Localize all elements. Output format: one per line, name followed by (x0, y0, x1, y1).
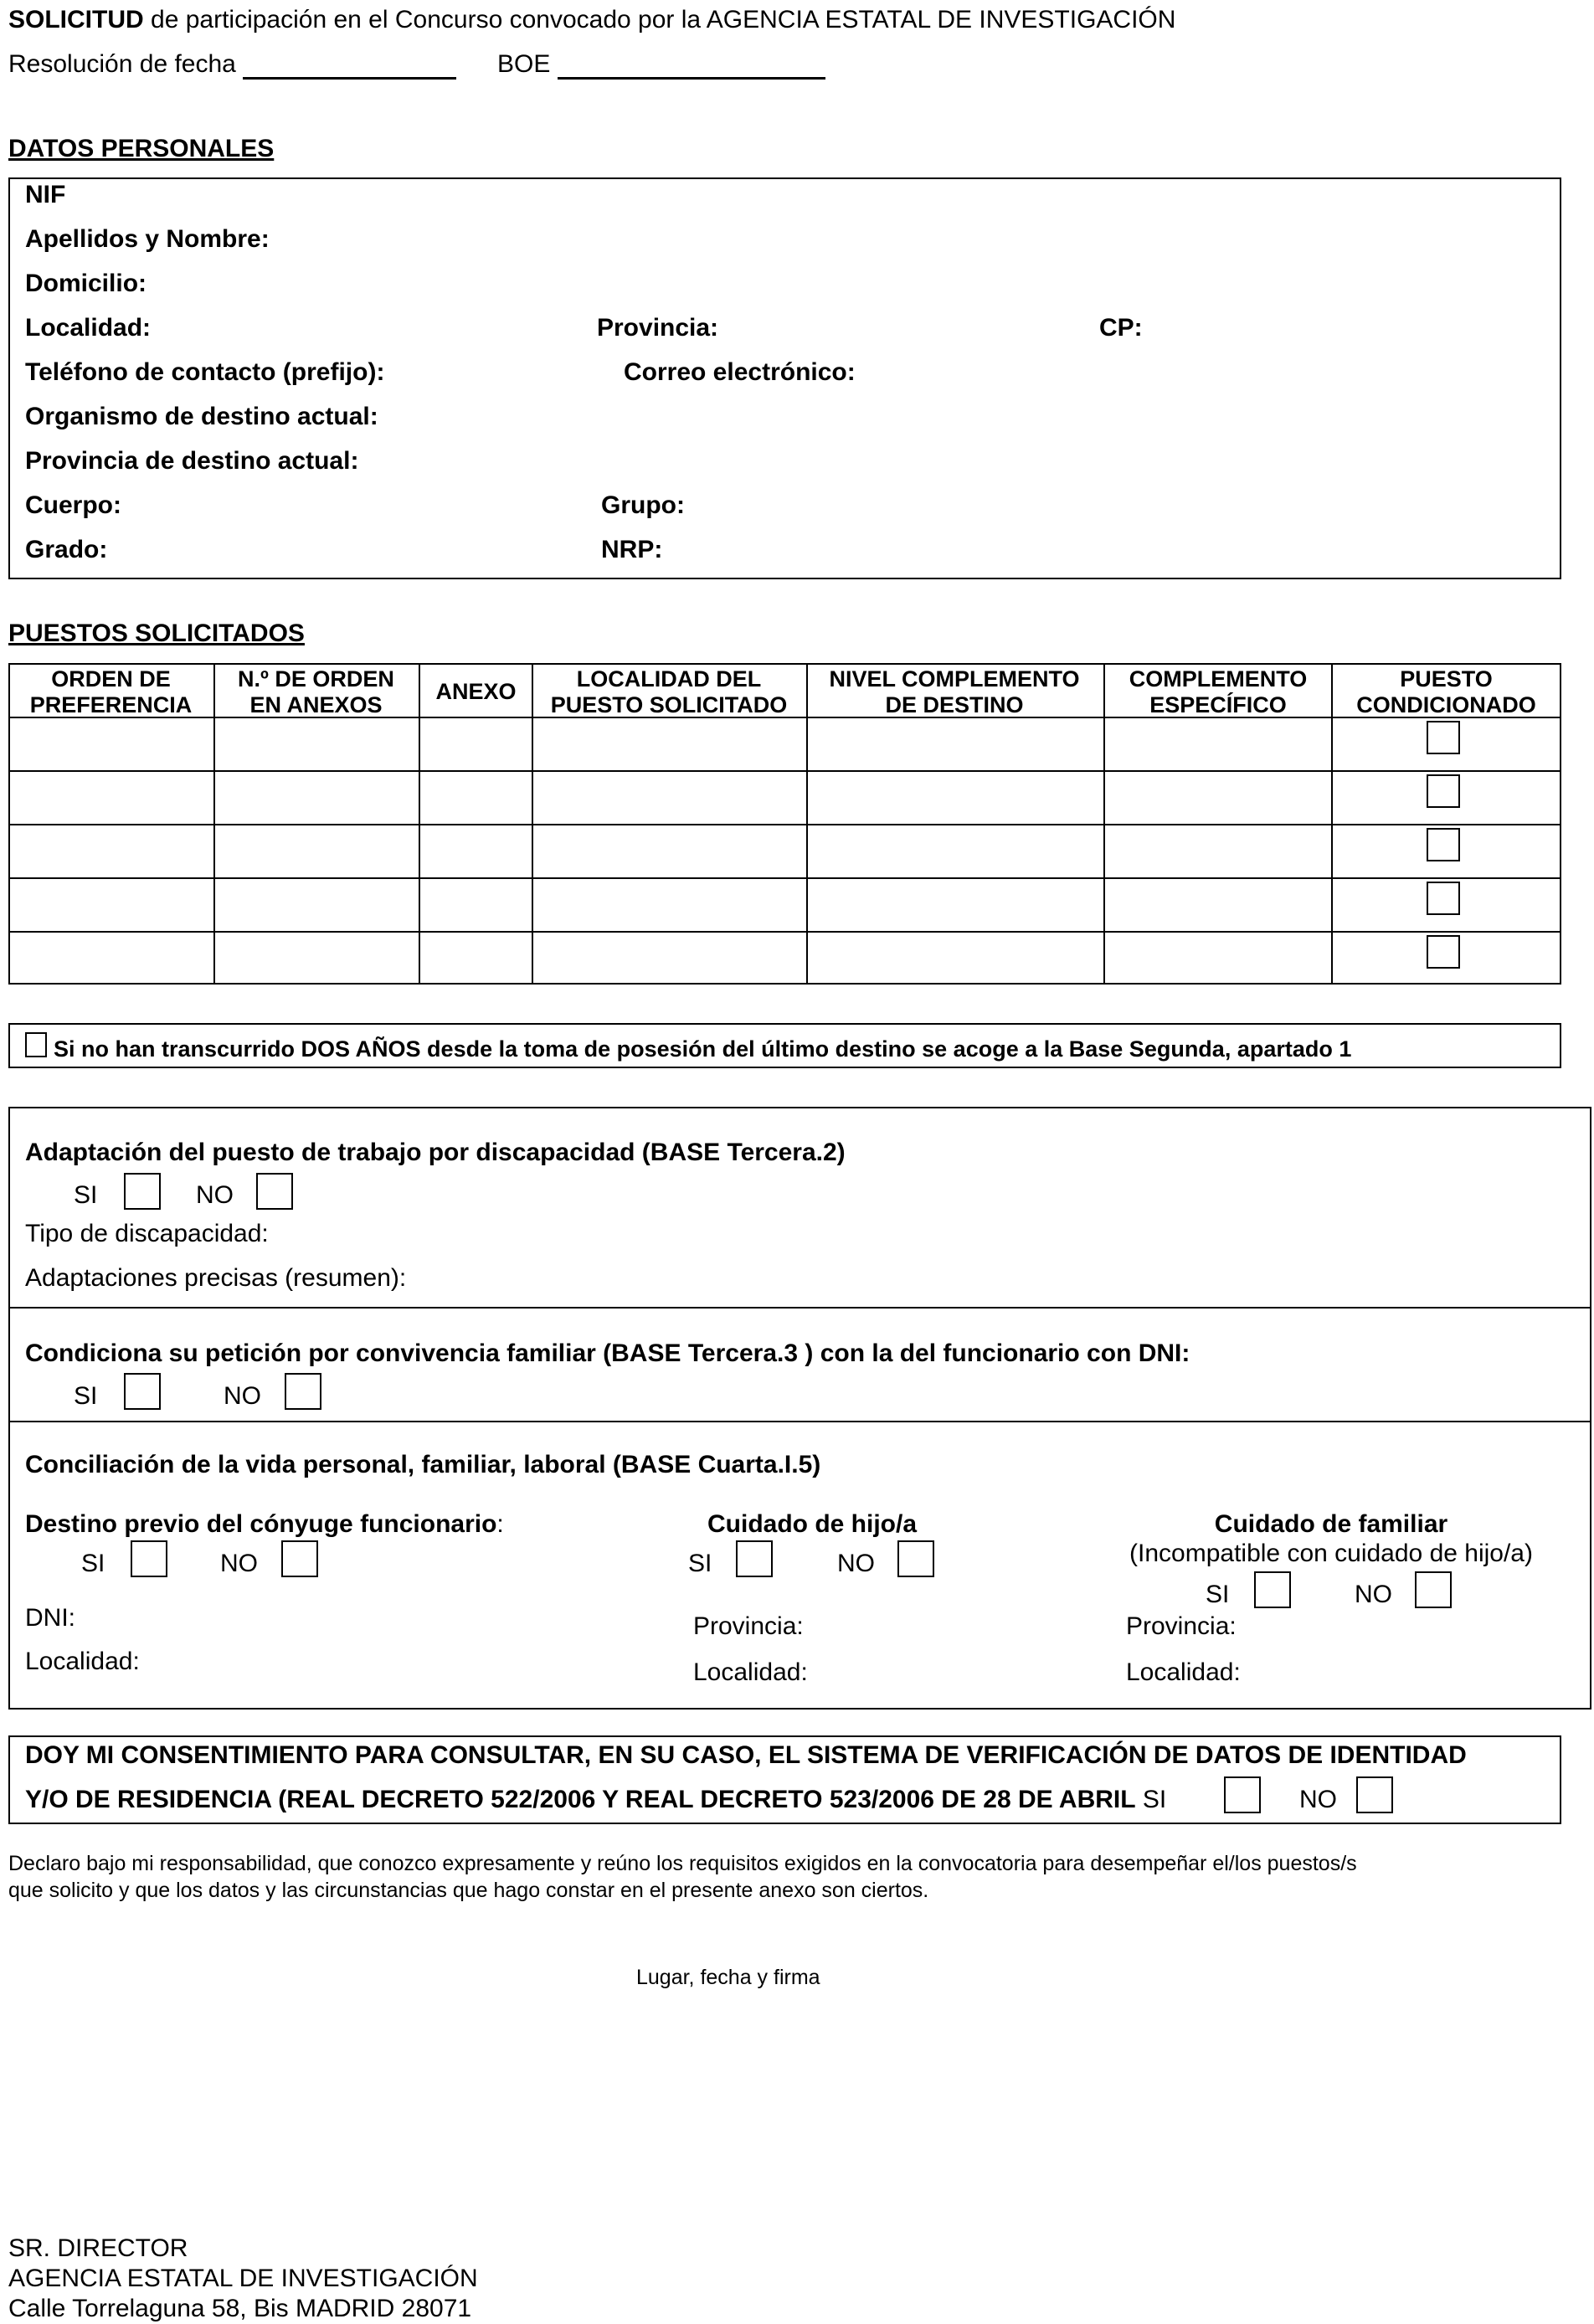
provincia-label: Provincia: (597, 314, 719, 342)
hijo-si-checkbox[interactable] (736, 1540, 773, 1577)
puesto-condicionado-checkbox[interactable] (1427, 774, 1460, 808)
familiar-no-label: NO (1355, 1581, 1392, 1608)
discapacidad-si-label: SI (74, 1181, 98, 1209)
puesto-condicionado-checkbox[interactable] (1427, 935, 1460, 969)
consentimiento-si-label: SI (1142, 1786, 1167, 1813)
column-header-condicionado: PUESTO CONDICIONADO (1356, 666, 1536, 717)
solicitud-text: de participación en el Concurso convocado por la AGENCIA ESTATAL DE INVESTIGACIÓN (143, 6, 1176, 33)
familiar-si-checkbox[interactable] (1254, 1571, 1291, 1608)
discapacidad-title: Adaptación del puesto de trabajo por discapacidad (BASE Tercera.2) (25, 1139, 846, 1166)
grupo-label: Grupo: (601, 491, 685, 519)
conyuge-si-checkbox[interactable] (131, 1540, 167, 1577)
nrp-label: NRP: (601, 536, 663, 563)
familiar-title: Cuidado de familiar (1214, 1510, 1448, 1538)
table-row-divider (8, 770, 1561, 772)
conyuge-title-line (25, 1512, 504, 1537)
column-header-orden: ORDEN DE PREFERENCIA (29, 666, 193, 717)
table-row-divider (8, 931, 1561, 933)
consentimiento-no-label: NO (1299, 1786, 1337, 1813)
conyuge-si-label: SI (81, 1550, 105, 1577)
discapacidad-no-checkbox[interactable] (256, 1173, 293, 1210)
declaracion-line1: Declaro bajo mi responsabilidad, que conozco expresamente y reúno los requisitos exigidos en la convocatoria para desempeñar el/los puestos/s (8, 1852, 1357, 1875)
column-header-localidad: LOCALIDAD DEL PUESTO SOLICITADO (550, 666, 788, 717)
convivencia-si-label: SI (74, 1382, 98, 1410)
convivencia-no-label: NO (224, 1382, 261, 1410)
telefono-label: Teléfono de contacto (prefijo): (25, 358, 385, 386)
datos-personales-title: DATOS PERSONALES (8, 135, 275, 162)
resolucion-label: Resolución de fecha (8, 50, 236, 78)
consentimiento-no-checkbox[interactable] (1356, 1776, 1393, 1813)
apellidos-label: Apellidos y Nombre: (25, 225, 270, 253)
hijo-si-label: SI (688, 1550, 712, 1577)
hijo-localidad-label: Localidad: (693, 1658, 808, 1686)
domicilio-label: Domicilio: (25, 270, 147, 297)
destinatario-line2: AGENCIA ESTATAL DE INVESTIGACIÓN (8, 2265, 478, 2292)
table-col-divider (419, 663, 420, 985)
discapacidad-no-label: NO (196, 1181, 234, 1209)
table-col-divider (1103, 663, 1105, 985)
familiar-provincia-label: Provincia: (1126, 1612, 1237, 1640)
hijo-no-label: NO (837, 1550, 875, 1577)
puesto-condicionado-checkbox[interactable] (1427, 828, 1460, 861)
solicitud-label: SOLICITUD (8, 6, 144, 33)
cp-label: CP: (1099, 314, 1143, 342)
resolucion-line (8, 52, 456, 80)
provincia-destino-label: Provincia de destino actual: (25, 447, 359, 475)
puestos-title: PUESTOS SOLICITADOS (8, 620, 305, 647)
conyuge-localidad-label: Localidad: (25, 1648, 140, 1675)
hijo-provincia-label: Provincia: (693, 1612, 804, 1640)
familiar-subtitle: (Incompatible con cuidado de hijo/a) (1129, 1540, 1533, 1567)
column-header-anexo: ANEXO (435, 679, 517, 704)
column-header-nivel: NIVEL COMPLEMENTO DE DESTINO (829, 666, 1080, 717)
boe-line (497, 52, 825, 80)
conciliacion-title: Conciliación de la vida personal, familiar, laboral (BASE Cuarta.I.5) (25, 1451, 821, 1478)
nif-label: NIF (25, 181, 66, 208)
hijo-title: Cuidado de hijo/a (707, 1510, 918, 1538)
conyuge-no-label: NO (220, 1550, 258, 1577)
column-header-numero-orden: N.º DE ORDEN EN ANEXOS (238, 666, 394, 717)
hijo-no-checkbox[interactable] (897, 1540, 934, 1577)
table-row-divider (8, 877, 1561, 879)
organismo-label: Organismo de destino actual: (25, 403, 378, 430)
consentimiento-line2-text: Y/O DE RESIDENCIA (REAL DECRETO 522/2006 Y REAL DECRETO 523/2006 DE 28 DE ABRIL (25, 1786, 1136, 1813)
convivencia-si-checkbox[interactable] (124, 1373, 161, 1410)
table-col-divider (213, 663, 215, 985)
column-header-complemento: COMPLEMENTO ESPECÍFICO (1129, 666, 1308, 717)
familiar-no-checkbox[interactable] (1415, 1571, 1452, 1608)
localidad-label: Localidad: (25, 314, 152, 342)
table-col-divider (1331, 663, 1333, 985)
table-row-divider (8, 824, 1561, 825)
convivencia-title: Condiciona su petición por convivencia familiar (BASE Tercera.3 ) con la del funcionario con DNI: (25, 1339, 1190, 1367)
destinatario-line1: SR. DIRECTOR (8, 2234, 188, 2262)
correo-label: Correo electrónico: (624, 358, 856, 386)
familiar-localidad-label: Localidad: (1126, 1658, 1241, 1686)
grado-label: Grado: (25, 536, 108, 563)
puesto-condicionado-checkbox[interactable] (1427, 721, 1460, 754)
boe-field[interactable] (558, 52, 825, 80)
conyuge-no-checkbox[interactable] (281, 1540, 318, 1577)
table-col-divider (806, 663, 808, 985)
cuerpo-label: Cuerpo: (25, 491, 121, 519)
header-solicitud-line (8, 8, 1175, 33)
destinatario-line3: Calle Torrelaguna 58, Bis MADRID 28071 (8, 2295, 472, 2322)
puesto-condicionado-checkbox[interactable] (1427, 882, 1460, 915)
tipo-discapacidad-label: Tipo de discapacidad: (25, 1220, 269, 1247)
dos-anos-text: Si no han transcurrido DOS AÑOS desde la toma de posesión del último destino se acoge a la Base Segunda, apartado 1 (54, 1036, 1352, 1062)
declaracion-line2: que solicito y que los datos y las circunstancias que hago constar en el presente anexo son ciertos. (8, 1879, 929, 1902)
section-divider (8, 1307, 1591, 1309)
dos-anos-checkbox[interactable] (25, 1032, 47, 1057)
consentimiento-si-checkbox[interactable] (1224, 1776, 1261, 1813)
boe-label: BOE (497, 50, 551, 78)
convivencia-no-checkbox[interactable] (285, 1373, 321, 1410)
conyuge-title-colon: : (496, 1510, 504, 1538)
adaptaciones-label: Adaptaciones precisas (resumen): (25, 1264, 407, 1292)
resolucion-date-field[interactable] (243, 52, 456, 80)
section-divider (8, 1421, 1591, 1422)
discapacidad-si-checkbox[interactable] (124, 1173, 161, 1210)
conyuge-dni-label: DNI: (25, 1604, 75, 1632)
consentimiento-line2 (25, 1787, 1166, 1812)
consentimiento-line1: DOY MI CONSENTIMIENTO PARA CONSULTAR, EN SU CASO, EL SISTEMA DE VERIFICACIÓN DE DATOS DE IDENTIDAD (25, 1741, 1467, 1769)
firma-area[interactable] (419, 2001, 1172, 2193)
conyuge-title: Destino previo del cónyuge funcionario (25, 1510, 497, 1538)
table-col-divider (532, 663, 533, 985)
firma-label: Lugar, fecha y firma (636, 1966, 820, 1989)
familiar-si-label: SI (1206, 1581, 1230, 1608)
